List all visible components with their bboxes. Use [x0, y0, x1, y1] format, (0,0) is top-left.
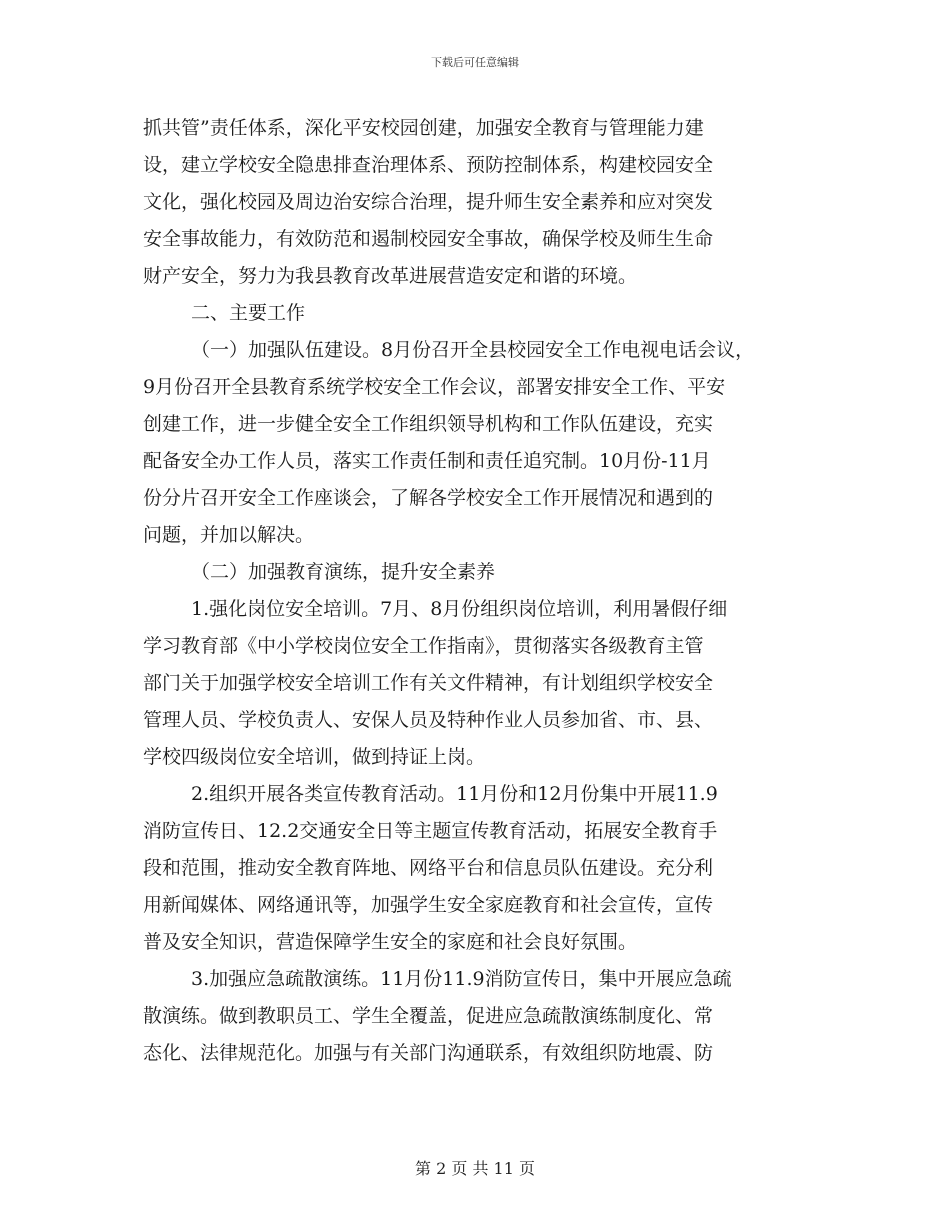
text-line: 份分片召开安全工作座谈会，了解各学校安全工作开展情况和遇到的: [143, 487, 714, 509]
document-body: [143, 110, 823, 1072]
text-line: 财产安全，努力为我县教育改革进展营造安定和谐的环境。: [143, 265, 638, 287]
text-line: 9月份召开全县教育系统学校安全工作会议，部署安排安全工作、平安: [143, 376, 726, 398]
text-line: （二）加强教育演练，提升安全素养: [191, 561, 496, 583]
text-line: 安全事故能力，有效防范和遏制校园安全事故，确保学校及师生生命: [143, 228, 714, 250]
text-line: 创建工作，进一步健全安全工作组织领导机构和工作队伍建设，充实: [143, 413, 714, 435]
text-line: 段和范围，推动安全教育阵地、网络平台和信息员队伍建设。充分利: [143, 857, 714, 879]
page-header: 下载后可任意编辑: [431, 56, 519, 69]
text-line: 普及安全知识，营造保障学生安全的家庭和社会良好氛围。: [143, 931, 638, 953]
text-line: 2.组织开展各类宣传教育活动。11月份和12月份集中开展11.9: [191, 783, 718, 805]
text-line: 配备安全办工作人员，落实工作责任制和责任追究制。10月份-11月: [143, 450, 711, 472]
text-line: （一）加强队伍建设。8月份召开全县校园安全工作电视电话会议，: [191, 339, 755, 361]
text-line: 学习教育部《中小学校岗位安全工作指南》，贯彻落实各级教育主管: [143, 635, 704, 657]
text-line: 二、主要工作: [191, 302, 306, 324]
text-line: 3.加强应急疏散演练。11月份11.9消防宣传日，集中开展应急疏: [191, 968, 732, 990]
text-line: 学校四级岗位安全培训，做到持证上岗。: [143, 746, 486, 768]
text-line: 设，建立学校安全隐患排查治理体系、预防控制体系，构建校园安全: [143, 154, 714, 176]
text-line: 抓共管”责任体系，深化平安校园创建，加强安全教育与管理能力建: [143, 117, 704, 139]
text-line: 管理人员、学校负责人、安保人员及特种作业人员参加省、市、县、: [143, 709, 714, 731]
text-line: 散演练。做到教职员工、学生全覆盖，促进应急疏散演练制度化、常: [143, 1005, 714, 1027]
text-line: 部门关于加强学校安全培训工作有关文件精神，有计划组织学校安全: [143, 672, 714, 694]
text-line: 态化、法律规范化。加强与有关部门沟通联系，有效组织防地震、防: [143, 1042, 714, 1064]
text-line: 文化，强化校园及周边治安综合治理，提升师生安全素养和应对突发: [143, 191, 714, 213]
text-line: 1.强化岗位安全培训。7月、8月份组织岗位培训，利用暑假仔细: [191, 598, 728, 620]
page-number-footer: 第 2 页 共 11 页: [415, 1159, 535, 1178]
text-line: 消防宣传日、12.2交通安全日等主题宣传教育活动，拓展安全教育手: [143, 820, 718, 842]
text-line: 用新闻媒体、网络通讯等，加强学生安全家庭教育和社会宣传，宣传: [143, 894, 714, 916]
text-line: 问题，并加以解决。: [143, 524, 315, 546]
